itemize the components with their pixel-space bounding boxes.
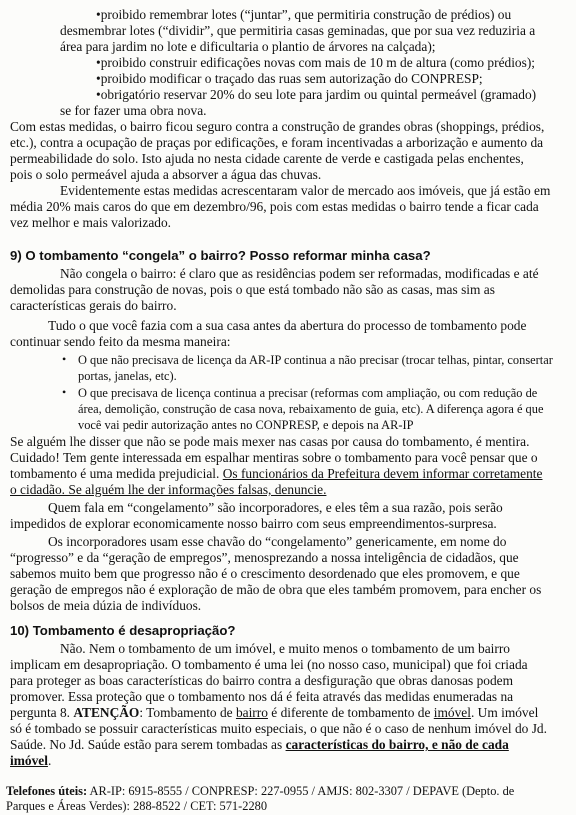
text-line: impedidos de explorar economicamente nosso bairro com seus empreendimentos-surpresa. (10, 516, 497, 531)
text-line: continuar sendo feito da mesma maneira: (10, 334, 231, 349)
question-10-heading: 10) Tombamento é desapropriação? (10, 623, 236, 638)
text-line: desmembrar lotes (“dividir”, que permitiria casas geminadas, que por sua vez reduziria a (60, 23, 536, 38)
text-line: características gerais do bairro. (10, 298, 177, 313)
text-line (10, 705, 538, 721)
text-line: vez melhor e mais valorizado. (10, 215, 171, 230)
emphasis-underlined: características do bairro, e não de cada (285, 737, 509, 752)
text-line: pois o solo permeável ajuda a absorver a água das chuvas. (10, 167, 322, 182)
text-line: Quem fala em “congelamento” são incorporadores, e eles têm a sua razão, pois serão (48, 500, 503, 515)
text-line: Os incorporadores usam esse chavão do “congelamento” genericamente, em nome do (48, 534, 507, 549)
text-line (10, 466, 542, 482)
text-fragment: Saúde. No Jd. Saúde estão para serem tombadas as (10, 737, 286, 752)
text-line: Tudo o que você fazia com a sua casa antes da abertura do processo de tombamento pode (48, 318, 527, 333)
text-fragment: imóvel (433, 705, 471, 720)
attention-label: ATENÇÃO (73, 705, 140, 720)
prohibition-remembrar: •proibido remembrar lotes (“juntar”, que permitiria construção de prédios) ou (96, 7, 512, 22)
text-fragment: . (47, 753, 52, 768)
text-line: etc.), contra a ocupação de praças por edificações, e foram incentivadas a arborização e aumento da (10, 135, 544, 150)
footer-phones-cont (6, 799, 267, 815)
text-line: se for fazer uma obra nova. (60, 103, 207, 118)
text-fragment: pergunta 8. (10, 705, 74, 720)
warning-underlined: Os funcionários da Prefeitura devem informar corretamente (222, 466, 543, 481)
footer-numbers: Parques e Áreas Verdes): 288-8522 / CET: 571-2280 (6, 799, 268, 813)
list-item: O que precisava de licença continua a precisar (reformas com ampliação, ou com redução de (78, 386, 538, 400)
text-line (10, 737, 509, 753)
text-line: implicam em desapropriação. O tombamento é uma lei (no nosso caso, municipal) que foi criada (10, 657, 528, 672)
list-item: O que não precisava de licença da AR-IP continua a não precisar (trocar telhas, pintar, consertar (78, 353, 553, 367)
prohibition-streets: •proibido modificar o traçado das ruas sem autorização do CONPRESP; (96, 71, 483, 86)
list-item: área, demolição, construção de casa nova, rebaixamento de guia, etc). A diferença agora é que (78, 402, 544, 416)
text-line: Não. Nem o tombamento de um imóvel, e muito menos o tombamento de um bairro (60, 641, 510, 656)
footer-label: Telefones úteis: (6, 784, 88, 798)
text-line: permeabilidade do solo. Isto ajuda no nesta cidade carente de verde e castigada pelas enchentes, (10, 151, 524, 166)
text-line: média 20% mais caros do que em dezembro/96, pois com estas medidas o bairro tende a ficar cada (10, 199, 539, 214)
text-fragment: . Um imóvel (470, 705, 539, 720)
text-line: Se alguém lhe disser que não se pode mais mexer nas casas por causa do tombamento, é mentira. (10, 434, 530, 449)
text-line (10, 753, 51, 769)
text-fragment: tombamento é uma medida prejudicial. (10, 466, 220, 481)
text-line: geração de empregos não é exploração de mão de obra que eles também promovem, para encher os (10, 582, 542, 597)
bullet-icon: • (62, 352, 67, 366)
text-line: sabemos muito bem que progresso não é o crescimento desordenado que eles promovem, e que (10, 566, 520, 581)
text-line: área para jardim no lote e dificultaria o plantio de árvores na calçada); (60, 39, 436, 54)
list-item: portas, janelas, etc). (78, 369, 177, 383)
text-line: promover. Essa proteção que o tombamento nos dá é feita através das medidas enumeradas na (10, 689, 514, 704)
text-line: Cuidado! Tem gente interessada em espalhar mentiras sobre o tombamento para você pensar que o (10, 450, 538, 465)
text-fragment: é diferente de tombamento de (267, 705, 434, 720)
text-line: Evidentemente estas medidas acrescentaram valor de mercado aos imóveis, que já estão em (60, 183, 551, 198)
text-line: Não congela o bairro: é claro que as residências podem ser reformadas, modificadas e até (60, 266, 539, 281)
obligation-permeable: •obrigatório reservar 20% do seu lote para jardim ou quintal permeável (gramado) (96, 87, 537, 102)
emphasis-underlined: imóvel (10, 753, 48, 768)
question-9-heading: 9) O tombamento “congela” o bairro? Posso reformar minha casa? (10, 248, 431, 263)
text-fragment: : Tombamento de (139, 705, 236, 720)
text-line: demolidas para construção de novas, pois o que está tombado não são as casas, mas sim as (10, 282, 495, 297)
text-fragment: bairro (235, 705, 268, 720)
bullet-icon: • (62, 385, 67, 399)
text-line: para proteger as boas características do bairro contra a desfiguração que obras danosas podem (10, 673, 514, 688)
text-line: Com estas medidas, o bairro ficou seguro contra a construção de grandes obras (shoppings, prédios, (10, 119, 545, 134)
text-line: bolsos de meia dúzia de indivíduos. (10, 598, 202, 613)
text-line: só é tombado se possuir características muito especiais, o que não é o caso de nenhum imóvel do Jd. (10, 721, 547, 736)
footer-numbers: AR-IP: 6915-8555 / CONPRESP: 227-0955 / AMJS: 802-3307 / DEPAVE (Depto. de (87, 784, 515, 798)
text-line: “progresso” e da “geração de empregos”, menosprezando a nossa inteligência de cidadãos, que (10, 550, 519, 565)
warning-underlined: o cidadão. Se alguém lhe der informações falsas, denuncie. (10, 482, 327, 497)
footer-phones (6, 784, 514, 800)
prohibition-height: •proibido construir edificações novas com mais de 10 m de altura (como prédios); (96, 55, 536, 70)
list-item: você vai pedir autorização antes no CONPRESP, e depois na AR-IP (78, 418, 414, 432)
